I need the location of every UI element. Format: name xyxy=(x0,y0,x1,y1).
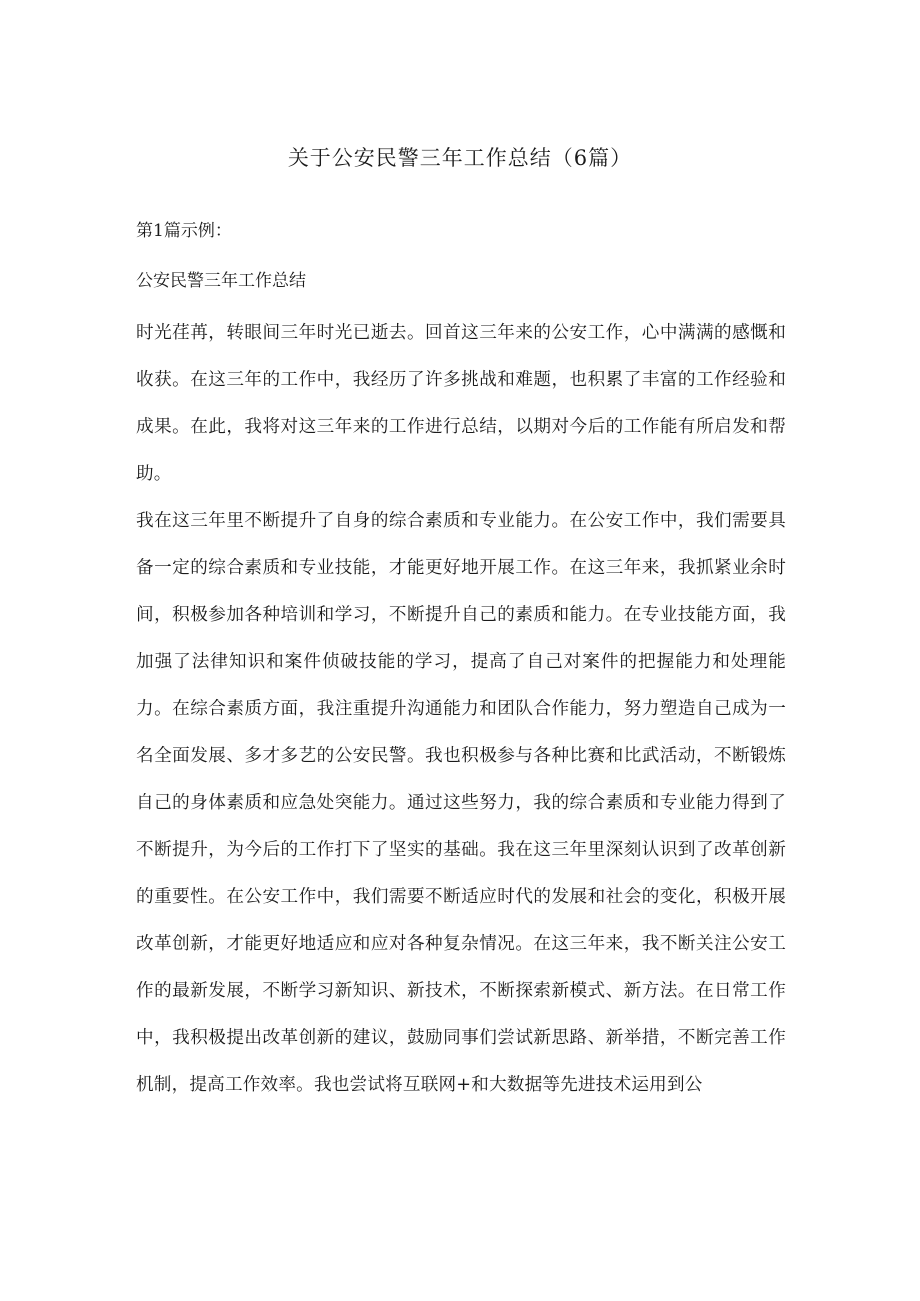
document-subtitle: 公安民警三年工作总结 xyxy=(136,271,306,291)
document-title: 关于公安民警三年工作总结（6篇） xyxy=(287,146,633,170)
paragraph-1: 时光荏苒，转眼间三年时光已逝去。回首这三年来的公安工作，心中满满的感慨和收获。在这三年的工作中，我经历了许多挑战和难题，也积累了丰富的工作经验和成果。在此，我将对这三年来的工作进行总结，以期对今后的工作能有所启发和帮助。 xyxy=(136,323,786,484)
body-text xyxy=(136,310,786,1109)
paragraph-2: 我在这三年里不断提升了自身的综合素质和专业能力。在公安工作中，我们需要具备一定的综合素质和专业技能，才能更好地开展工作。在这三年来，我抓紧业余时间，积极参加各种培训和学习，不断提升自己的素质和能力。在专业技能方面，我加强了法律知识和案件侦破技能的学习，提高了自己对案件的把握能力和处理能力。在综合素质方面，我注重提升沟通能力和团队合作能力，努力塑造自己成为一名全面发展、多才多艺的公安民警。我也积极参与各种比赛和比武活动，不断锻炼自己的身体素质和应急处突能力。通过这些努力，我的综合素质和专业能力得到了不断提升，为今后的工作打下了坚实的基础。我在这三年里深刻认识到了改革创新的重要性。在公安工作中，我们需要不断适应时代的发展和社会的变化，积极开展改革创新，才能更好地适应和应对各种复杂情况。在这三年来，我不断关注公安工作的最新发展，不断学习新知识、新技术，不断探索新模式、新方法。在日常工作中，我积极提出改革创新的建议，鼓励同事们尝试新思路、新举措，不断完善工作机制，提高工作效率。我也尝试将互联网+和大数据等先进技术运用到公 xyxy=(136,511,786,1095)
section-label: 第1篇示例： xyxy=(136,221,232,241)
